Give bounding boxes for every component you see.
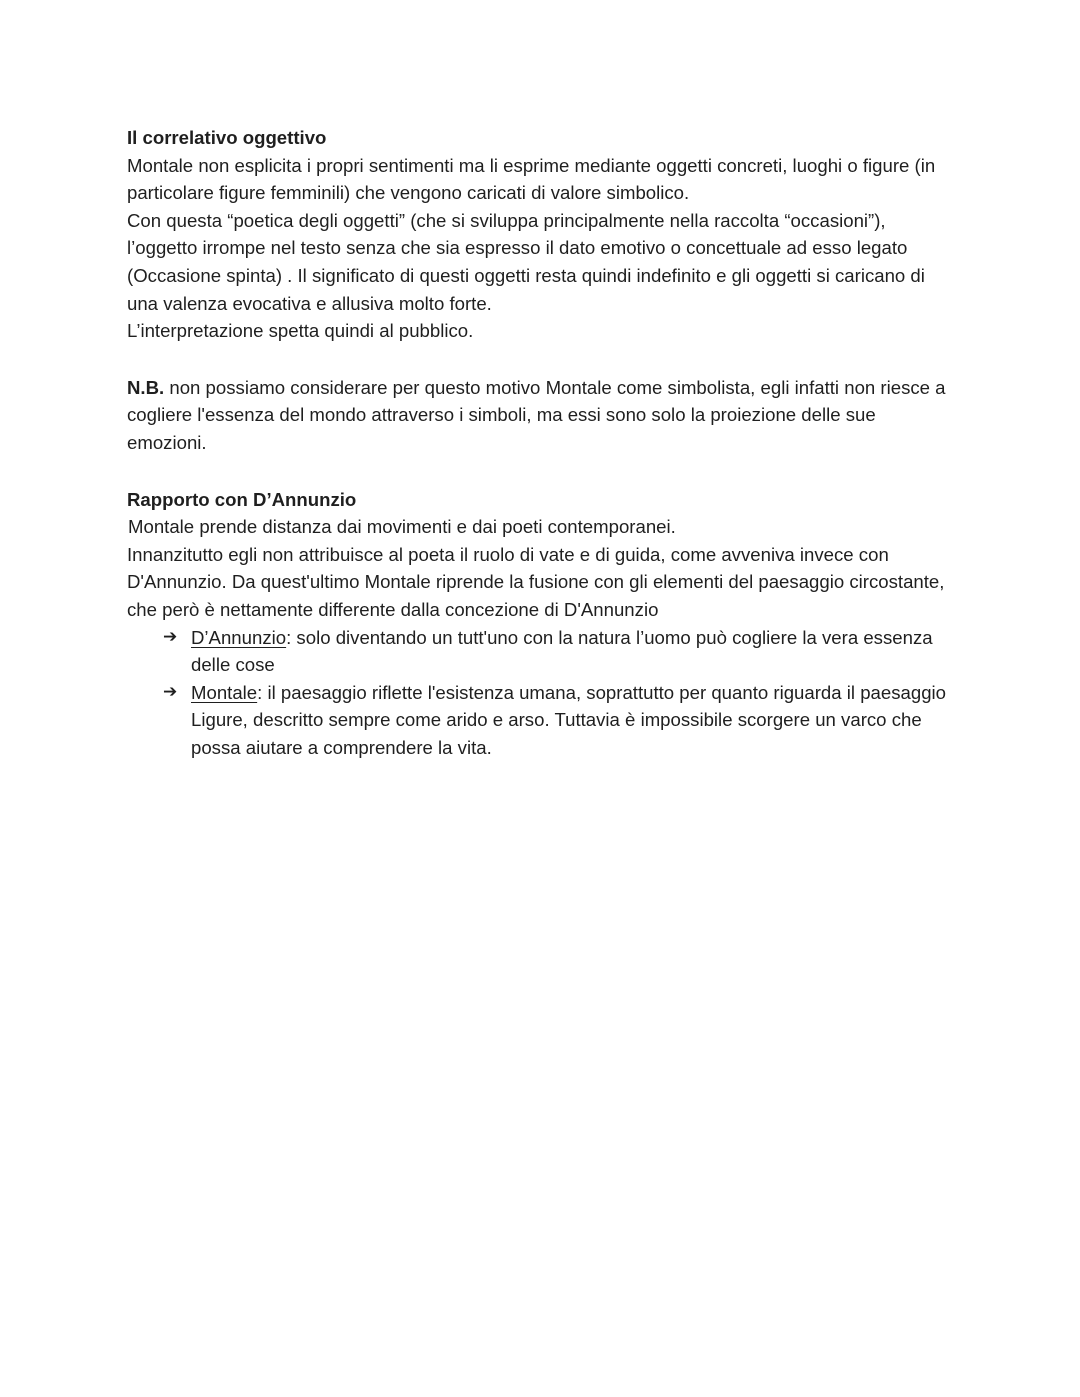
paragraph-correlativo-2: Con questa “poetica degli oggetti” (che si sviluppa principalmente nella raccolta “occasioni”), l’oggetto irrompe nel testo senza che sia espresso il dato emotivo o concettuale ad esso legato (Occasione spinta) . Il significato di questi oggetti resta quindi indefinito e gli oggetti si caricano di una valenza evocativa e allusiva molto forte. (127, 209, 925, 314)
list-item-text: : solo diventando un tutt'uno con la natura l’uomo può cogliere la vera essenza delle cose (191, 626, 933, 676)
spacer (127, 345, 947, 374)
paragraph-correlativo-1: Montale non esplicita i propri sentimenti ma li esprime mediante oggetti concreti, luoghi o figure (in particolare figure femminili) che vengono caricati di valore simbolico. (127, 154, 936, 204)
spacer (127, 457, 947, 486)
paragraph-correlativo-3: L’interpretazione spetta quindi al pubblico. (127, 320, 474, 342)
list-item-term: D’Annunzio (191, 626, 287, 648)
section-heading-dannunzio: Rapporto con D’Annunzio (127, 488, 357, 510)
arrow-right-icon: ➔ (163, 681, 178, 702)
arrow-right-icon: ➔ (163, 626, 178, 647)
list-item-term: Montale (191, 681, 258, 703)
comparison-list (127, 624, 947, 762)
note-text: non possiamo considerare per questo motivo Montale come simbolista, egli infatti non riesce a cogliere l'essenza del mondo attraverso i simboli, ma essi sono solo la proiezione delle sue emozioni. (127, 376, 946, 453)
note-label: N.B. (127, 376, 165, 398)
note-paragraph (127, 374, 947, 457)
list-item-text: : il paesaggio riflette l'esistenza umana, soprattutto per quanto riguarda il paesaggio Ligure, descritto sempre come arido e arso. Tuttavia è impossibile scorgere un varco che possa aiutare a comprendere la vita. (191, 681, 947, 758)
section-heading-correlativo: Il correlativo oggettivo (127, 127, 327, 148)
document-page (127, 124, 947, 761)
paragraph-dannunzio-1: Montale prende distanza dai movimenti e dai poeti contemporanei. (128, 516, 676, 538)
list-item-montale (163, 679, 947, 762)
list-item-dannunzio (163, 624, 947, 679)
paragraph-dannunzio-2: Innanzitutto egli non attribuisce al poeta il ruolo di vate e di guida, come avveniva invece con D'Annunzio. Da quest'ultimo Montale riprende la fusione con gli elementi del paesaggio circostante, che però è nettamente differente dalla concezione di D'Annunzio (127, 543, 945, 620)
